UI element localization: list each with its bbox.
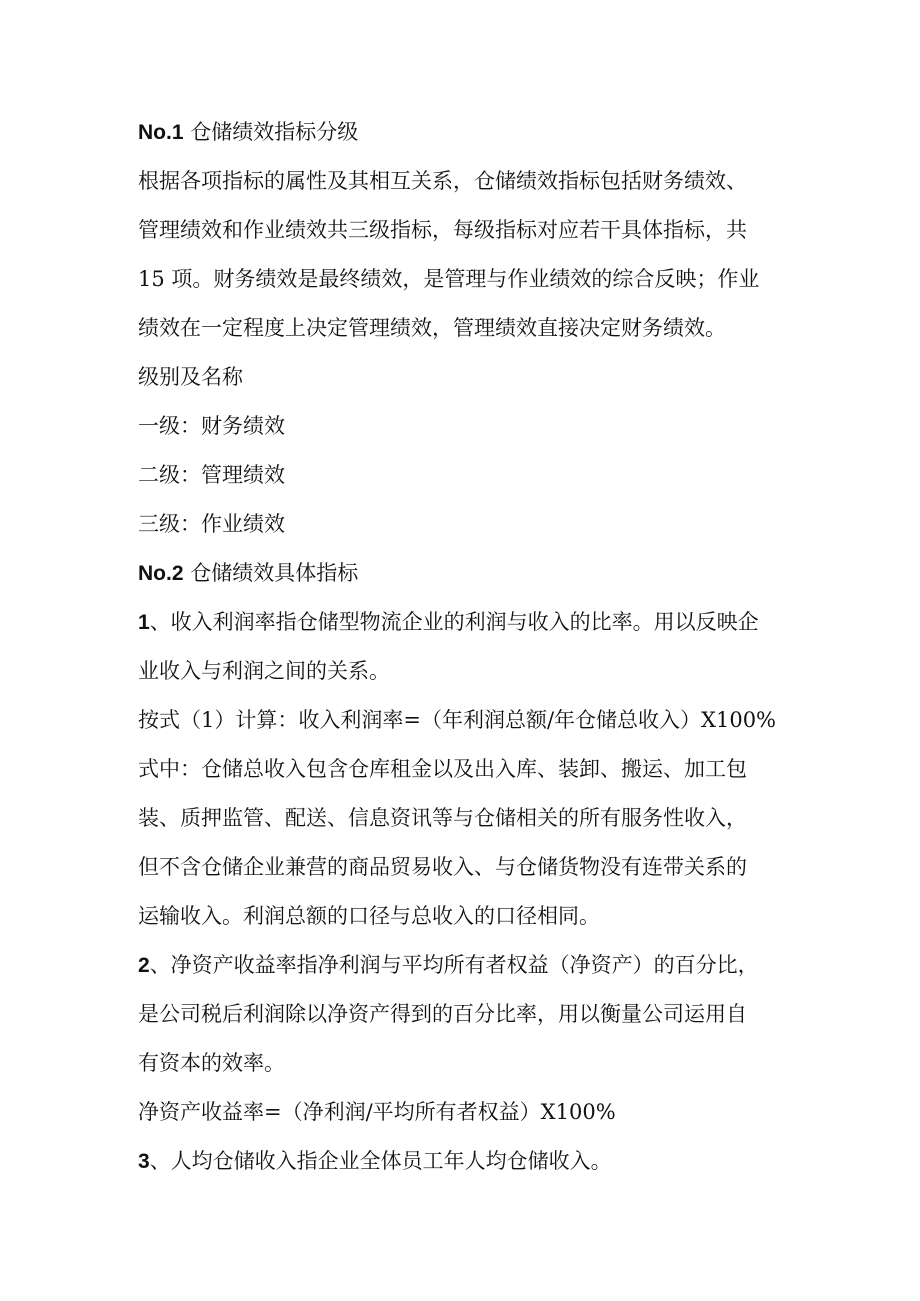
paragraph-line: 绩效在一定程度上决定管理绩效，管理绩效直接决定财务绩效。 — [138, 316, 726, 340]
indicator-item-1 — [138, 598, 788, 647]
paragraph-line: 但不含仓储企业兼营的商品贸易收入、与仓储货物没有连带关系的 — [138, 855, 747, 879]
section-number: No.1 — [138, 121, 184, 144]
indicator-item-2 — [138, 941, 788, 990]
item-text: 、人均仓储收入指企业全体员工年人均仓储收入。 — [149, 1149, 612, 1173]
paragraph-line: 是公司税后利润除以净资产得到的百分比率，用以衡量公司运用自 — [138, 1002, 747, 1026]
paragraph-line: 运输收入。利润总额的口径与总收入的口径相同。 — [138, 904, 600, 928]
paragraph-line: 业收入与利润之间的关系。 — [138, 659, 390, 683]
formula-line: 净资产收益率=（净利润/平均所有者权益）X100% — [138, 1100, 616, 1124]
paragraph-line: 有资本的效率。 — [138, 1051, 285, 1075]
indicator-item-3 — [138, 1137, 788, 1186]
paragraph-line: 装、质押监管、配送、信息资讯等与仓储相关的所有服务性收入， — [138, 806, 747, 830]
formula-line: 按式（1）计算：收入利润率=（年利润总额/年仓储总收入）X100% — [138, 708, 777, 732]
section-heading-1 — [138, 108, 788, 157]
list-title: 级别及名称 — [138, 365, 243, 389]
level-item: 三级：作业绩效 — [138, 512, 285, 536]
section-title: 仓储绩效指标分级 — [183, 120, 359, 144]
item-number: 1 — [138, 611, 150, 634]
paragraph-line: 式中：仓储总收入包含仓库租金以及出入库、装卸、搬运、加工包 — [138, 757, 747, 781]
level-item: 一级：财务绩效 — [138, 414, 285, 438]
item-number: 3 — [138, 1150, 150, 1173]
document-body — [138, 108, 788, 1186]
paragraph-line: 15 项。财务绩效是最终绩效，是管理与作业绩效的综合反映；作业 — [138, 267, 760, 291]
item-text: 、收入利润率指仓储型物流企业的利润与收入的比率。用以反映企 — [149, 610, 759, 634]
section-number: No.2 — [138, 562, 184, 585]
level-item: 二级：管理绩效 — [138, 463, 285, 487]
section-heading-2 — [138, 549, 788, 598]
paragraph-line: 管理绩效和作业绩效共三级指标，每级指标对应若干具体指标，共 — [138, 218, 747, 242]
paragraph-line: 根据各项指标的属性及其相互关系，仓储绩效指标包括财务绩效、 — [138, 169, 747, 193]
item-number: 2 — [138, 954, 150, 977]
item-text: 、净资产收益率指净利润与平均所有者权益（净资产）的百分比， — [149, 953, 759, 977]
section-title: 仓储绩效具体指标 — [183, 561, 359, 585]
